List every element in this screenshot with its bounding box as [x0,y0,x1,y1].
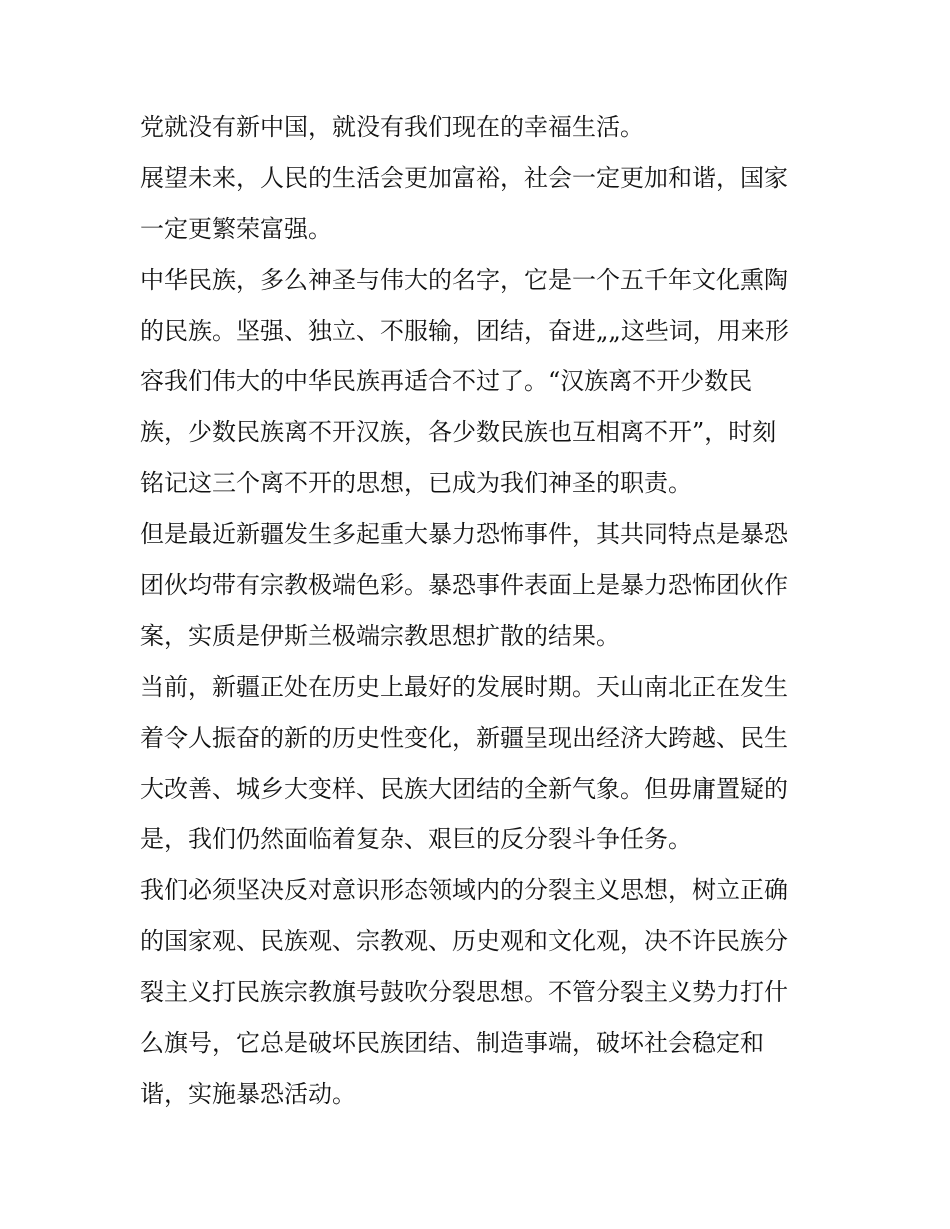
text-line: 着令人振奋的新的历史性变化，新疆呈现出经济大跨越、民生 [140,723,788,752]
text-line: 当前，新疆正处在历史上最好的发展时期。天山南北正在发生 [140,672,788,701]
text-line: 党就没有新中国，就没有我们现在的幸福生活。 [140,113,644,141]
text-line: 铭记这三个离不开的思想，已成为我们神圣的职责。 [140,469,692,498]
text-line: 裂主义打民族宗教旗号鼓吹分裂思想。不管分裂主义势力打什 [140,978,788,1007]
text-line: 一定更繁荣富强。 [140,214,332,243]
text-line: 展望未来，人民的生活会更加富裕，社会一定更加和谐，国家 [140,163,788,192]
text-line: 么旗号，它总是破坏民族团结、制造事端，破坏社会稳定和 [140,1029,764,1058]
text-line: 团伙均带有宗教极端色彩。暴恐事件表面上是暴力恐怖团伙作 [140,571,788,600]
text-line: 族，少数民族离不开汉族，各少数民族也互相离不开”，时刻 [140,418,777,447]
text-line: 容我们伟大的中华民族再适合不过了。“汉族离不开少数民 [140,367,753,396]
text-line: 是，我们仍然面临着复杂、艰巨的反分裂斗争任务。 [140,825,692,854]
text-line: 谐，实施暴恐活动。 [140,1079,356,1108]
text-line: 我们必须坚决反对意识形态领域内的分裂主义思想，树立正确 [140,876,788,905]
text-line: 案，实质是伊斯兰极端宗教思想扩散的结果。 [140,621,620,650]
text-line: 的民族。坚强、独立、不服输，团结，奋进„„这些词，用来形 [140,316,789,345]
text-line: 的国家观、民族观、宗教观、历史观和文化观，决不许民族分 [140,927,788,956]
text-line: 大改善、城乡大变样、民族大团结的全新气象。但毋庸置疑的 [140,774,788,803]
text-line: 但是最近新疆发生多起重大暴力恐怖事件，其共同特点是暴恐 [140,520,788,549]
text-line: 中华民族，多么神圣与伟大的名字，它是一个五千年文化熏陶 [140,265,788,294]
body-text [140,102,820,1120]
